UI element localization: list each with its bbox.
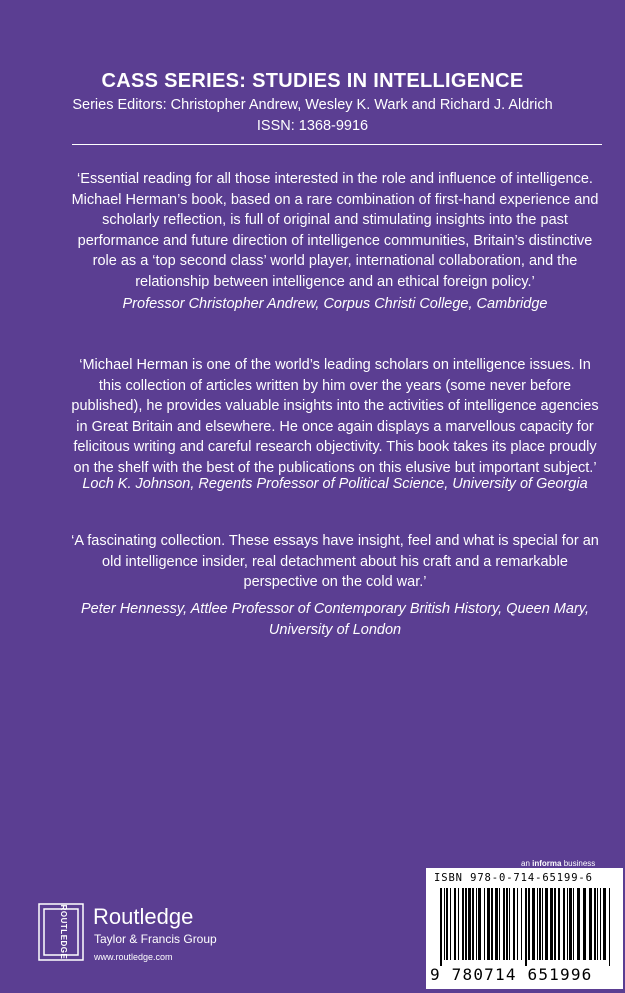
endorsement-quote-2: ‘Michael Herman is one of the world’s leading scholars on intelligence issues. In this collection of articles written by him over the years (some never before published), he provides valuable insights into the activities of intelligence agencies in Great Britain and elsewhere. He once again displays a marvellous capacity for felicitous writing and careful research objectivity. This book takes its place proudly on the shelf with the best of the publications on this elusive but important subject.’ [71,357,599,476]
barcode-bar [609,888,610,966]
barcode-bars [432,888,618,966]
barcode-bar [446,888,448,960]
barcode-bar [478,888,481,960]
barcode-bar [495,888,498,960]
barcode-bar [554,888,556,960]
barcode-bar [567,888,568,960]
barcode-bar [603,888,606,960]
barcode-bar [563,888,565,960]
barcode-bar [468,888,471,960]
series-editors: Series Editors: Christopher Andrew, Wesley K. Wark and Richard J. Aldrich [72,97,553,113]
barcode-bar [589,888,592,960]
barcode-bar [583,888,586,960]
endorsement-quote-3: ‘A fascinating collection. These essays have insight, feel and what is special for an old intelligence insider, real detachment about his craft and a remarkable perspective on the cold war.’ [71,533,599,590]
barcode-bar [577,888,580,960]
barcode-bar [465,888,467,960]
barcode-bar [545,888,548,960]
barcode-bar [594,888,596,960]
endorsement-quote-1: ‘Essential reading for all those interested in the role and influence of intelligence. Michael Herman’s book, based on a rare combination of first-hand experience and scholarly reflection, is full of original and stimulating insights into the past performance and future direction of intelligence communities, Britain’s distinctive role as a ‘top second class’ world player, international collaboration, and the relationship between intelligence and an ethical foreign policy.’ [71,171,599,290]
isbn-label: ISBN 978-0-714-65199-6 [434,872,593,884]
barcode-bar [532,888,535,960]
endorsement-attribution-2: Loch K. Johnson, Regents Professor of Political Science, University of Georgia [82,476,588,492]
barcode-bar [487,888,490,960]
barcode-bar [503,888,505,960]
isbn-barcode [426,868,623,989]
series-issn: ISSN: 1368-9916 [256,118,369,134]
publisher-group: Taylor & Francis Group [94,932,217,946]
barcode-bar [444,888,445,960]
barcode-bar [513,888,515,960]
series-title: CASS SERIES: STUDIES IN INTELLIGENCE [101,70,524,92]
informa-brand: informa [532,859,562,868]
informa-suffix: business [561,859,596,868]
routledge-logo-text: ROUTLEDGE [59,904,68,960]
divider-rule [72,144,602,145]
barcode-bar [499,888,500,960]
barcode-bar [491,888,493,960]
barcode-bar [573,888,574,960]
barcode-bar [450,888,451,960]
barcode-bar [558,888,560,960]
barcode-bar [484,888,485,960]
barcode-bar [600,888,601,960]
barcode-bar [528,888,530,960]
barcode-bar [539,888,541,960]
barcode-bar [521,888,522,960]
routledge-logo-icon [37,902,85,962]
endorsement-attribution-3: Peter Hennessy, Attlee Professor of Contemporary British History, Queen Mary, University of London [81,601,589,638]
barcode-bar [550,888,553,960]
barcode-bar [476,888,477,960]
barcode-bar [569,888,572,960]
barcode-bar [454,888,456,960]
barcode-bar [597,888,598,960]
publisher-name: Routledge [93,904,194,929]
barcode-bar [542,888,543,960]
informa-business-label [521,859,595,868]
barcode-bar [525,888,527,966]
informa-prefix: an [521,859,533,868]
barcode-bar [458,888,459,960]
barcode-bar [472,888,474,960]
publisher-url[interactable]: www.routledge.com [94,952,173,962]
barcode-bar [517,888,518,960]
barcode-bar [506,888,508,960]
barcode-bar [440,888,442,966]
barcode-bar [537,888,538,960]
endorsement-attribution-1: Professor Christopher Andrew, Corpus Christi College, Cambridge [122,296,548,312]
barcode-digits: 9 780714 651996 [430,965,593,984]
barcode-bar [509,888,510,960]
barcode-bar [462,888,464,960]
